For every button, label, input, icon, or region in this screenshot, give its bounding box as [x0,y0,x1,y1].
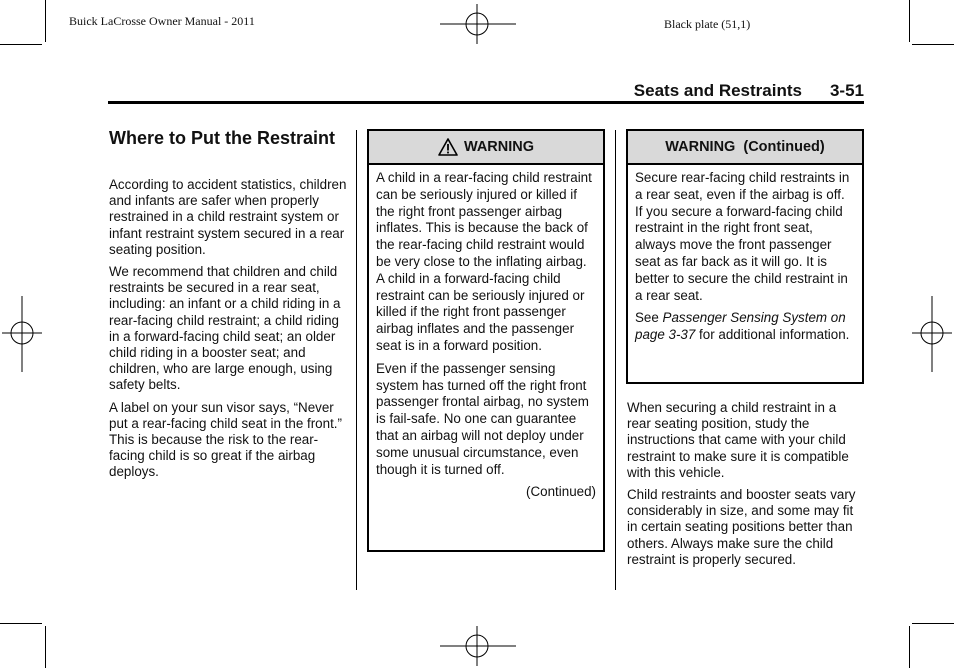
crop-mark [0,44,42,45]
see-prefix: See [635,310,663,326]
crop-mark [912,44,954,45]
plate-number: Black plate (51,1) [664,17,751,31]
warning-paragraph: A child in a rear-facing child restraint can be seriously injured or killed if the right front passenger airbag inflates. This is because the back of the rear-facing child restraint would be very close to the inflating airbag. A child in a forward-facing child restraint can be seriously injured or killed if the right front passenger airbag inflates and the passenger seat is in a forward position. [376,170,592,353]
registration-crosshair-icon [912,296,952,372]
warning-box-continued [626,129,864,384]
crop-mark [45,626,46,668]
crop-mark [45,0,46,42]
body-paragraph: A label on your sun visor says, “Never put a rear-facing child seat in the front.” This is because the risk to the rear-facing child is so great if the airbag deploys. [109,399,342,480]
warning-body [628,165,862,354]
header-rule [108,101,864,104]
body-paragraph: When securing a child restraint in a rear seating position, study the instructions that came with your child restraint to make sure it is compatible with this vehicle. [627,400,849,480]
body-paragraph: We recommend that children and child restraints be secured in a rear seat, including: an infant or a child riding in a rear-facing child restraint; a child riding in a forward-facing child seat; an older child riding in a booster seat; and children, who are large enough, using safety belts. [109,264,341,393]
registration-crosshair-icon [440,4,516,44]
crop-mark [912,623,954,624]
section-header [634,81,864,101]
section-heading: Where to Put the Restraint [109,128,336,148]
crop-mark [0,623,42,624]
column-divider [615,130,616,590]
warning-title: WARNING [463,139,535,155]
body-paragraph: Child restraints and booster seats vary considerably in size, and some may fit in certain seating positions better than others. Always make sure the child restraint is properly secured. [627,487,856,567]
section-title: Seats and Restraints [633,81,802,100]
registration-crosshair-icon [440,626,516,666]
warning-paragraph: Secure rear-facing child restraints in a rear seat, even if the airbag is off. If you secure a forward-facing child restraint in the right front seat, always move the front passenger seat as far back as it will go. It is better to secure the child restraint in a rear seat. [635,170,850,303]
see-suffix: for additional information. [695,327,850,343]
column-divider [356,130,357,590]
crop-mark [909,626,910,668]
warning-header [369,131,603,165]
page-number: 3-51 [829,81,864,100]
warning-title: WARNING (Continued) [665,139,825,155]
warning-box [367,129,605,552]
plate-title: Buick LaCrosse Owner Manual - 2011 [69,14,255,28]
page-reference-link[interactable]: Passenger Sensing System on page 3-37 [635,310,846,343]
column-left [109,177,349,487]
continued-label: (Continued) [526,484,596,500]
registration-crosshair-icon [2,296,42,372]
crop-mark [909,0,910,42]
warning-body [369,165,603,505]
body-paragraph: According to accident statistics, children and infants are safer when properly restrained in a child restraint system or infant restraint system secured in a rear seating position. [109,177,347,257]
cross-reference [635,310,855,344]
warning-triangle-icon [438,138,458,156]
warning-header [628,131,862,165]
warning-paragraph: Even if the passenger sensing system has turned off the right front passenger frontal airbag, no system is fail-safe. No one can guarantee that an airbag will not deploy under some unusual circumstance, even though it is turned off. [376,360,589,477]
column-right [627,400,863,574]
